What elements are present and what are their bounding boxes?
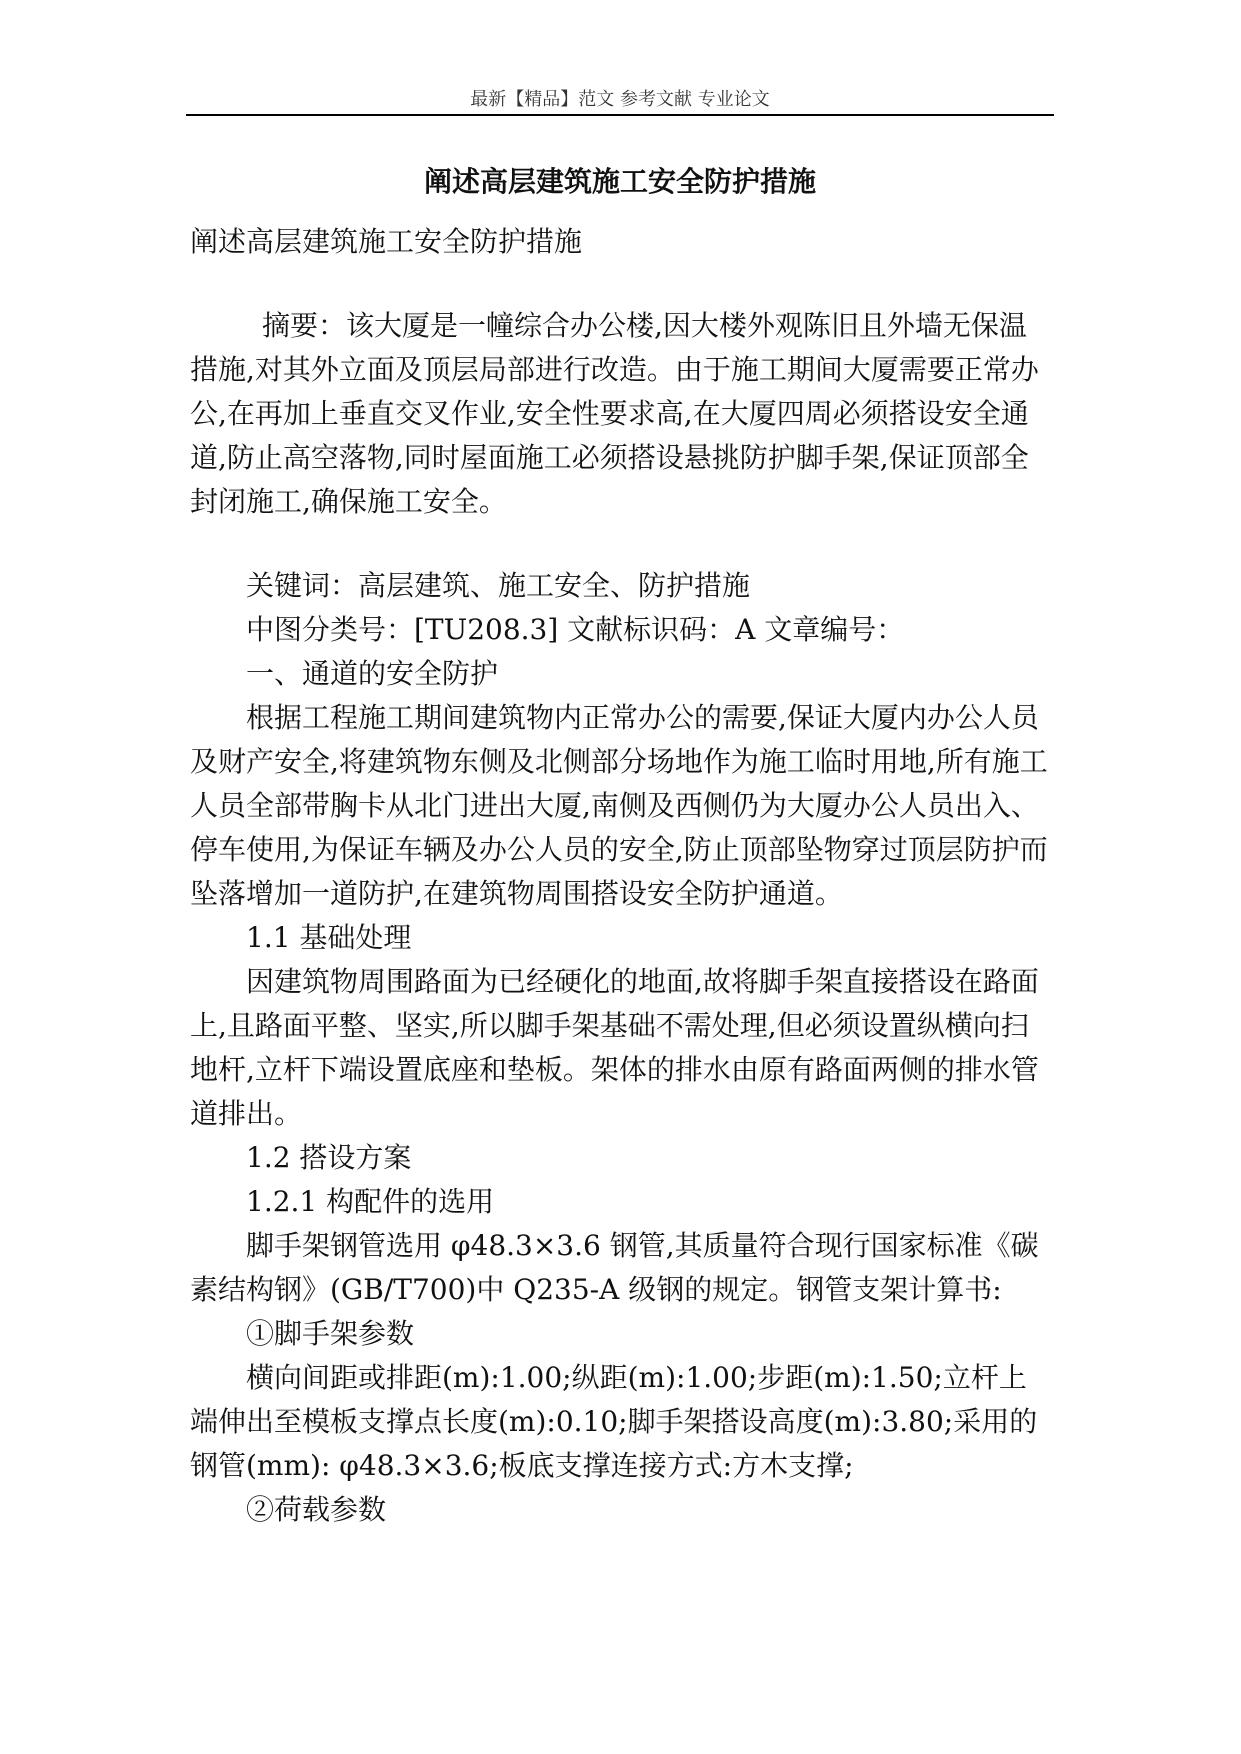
- document-body: [190, 220, 1050, 1532]
- section-heading-1: 一、通道的安全防护: [246, 657, 499, 690]
- classification-line: 中图分类号：[TU208.3] 文献标识码：A 文章编号：: [246, 613, 905, 646]
- subsection-paragraph-1-2-1: 脚手架钢管选用 φ48.3×3.6 钢管,其质量符合现行国家标准《碳素结构钢》(GB/T700)中 Q235-A 级钢的规定。钢管支架计算书:: [190, 1229, 1039, 1306]
- subsection-heading-1-1: 1.1 基础处理: [246, 921, 412, 954]
- subsection-heading-1-2-1: 1.2.1 构配件的选用: [246, 1185, 495, 1218]
- subsection-paragraph-1-1: 因建筑物周围路面为已经硬化的地面,故将脚手架直接搭设在路面上,且路面平整、坚实,所以脚手架基础不需处理,但必须设置纵横向扫地杆,立杆下端设置底座和垫板。架体的排水由原有路面两侧的排水管道排出。: [190, 965, 1039, 1130]
- page-header: 最新【精品】范文 参考文献 专业论文: [470, 89, 770, 110]
- section-paragraph-1: 根据工程施工期间建筑物内正常办公的需要,保证大厦内办公人员及财产安全,将建筑物东侧及北侧部分场地作为施工临时用地,所有施工人员全部带胸卡从北门进出大厦,南侧及西侧仍为大厦办公人员出入、停车使用,为保证车辆及办公人员的安全,防止顶部坠物穿过顶层防护而坠落增加一道防护,在建筑物周围搭设安全防护通道。: [190, 701, 1048, 910]
- list-item-heading-1: ①脚手架参数: [246, 1317, 415, 1350]
- document-subtitle: 阐述高层建筑施工安全防护措施: [190, 225, 583, 258]
- header-divider: [186, 114, 1054, 116]
- list-item-paragraph-1: 横向间距或排距(m):1.00;纵距(m):1.00;步距(m):1.50;立杆上端伸出至模板支撑点长度(m):0.10;脚手架搭设高度(m):3.80;采用的钢管(mm): φ48.3×3.6;板底支撑连接方式:方木支撑;: [190, 1361, 1038, 1482]
- subsection-heading-1-2: 1.2 搭设方案: [246, 1141, 412, 1174]
- list-item-heading-2: ②荷载参数: [246, 1493, 387, 1526]
- keywords-line: 关键词：高层建筑、施工安全、防护措施: [246, 569, 751, 602]
- abstract-paragraph: 摘要：该大厦是一幢综合办公楼,因大楼外观陈旧且外墙无保温措施,对其外立面及顶层局部进行改造。由于施工期间大厦需要正常办公,在再加上垂直交叉作业,安全性要求高,在大厦四周必须搭设安全通道,防止高空落物,同时屋面施工必须搭设悬挑防护脚手架,保证顶部全封闭施工,确保施工安全。: [190, 309, 1039, 518]
- document-title: 阐述高层建筑施工安全防护措施: [423, 165, 816, 198]
